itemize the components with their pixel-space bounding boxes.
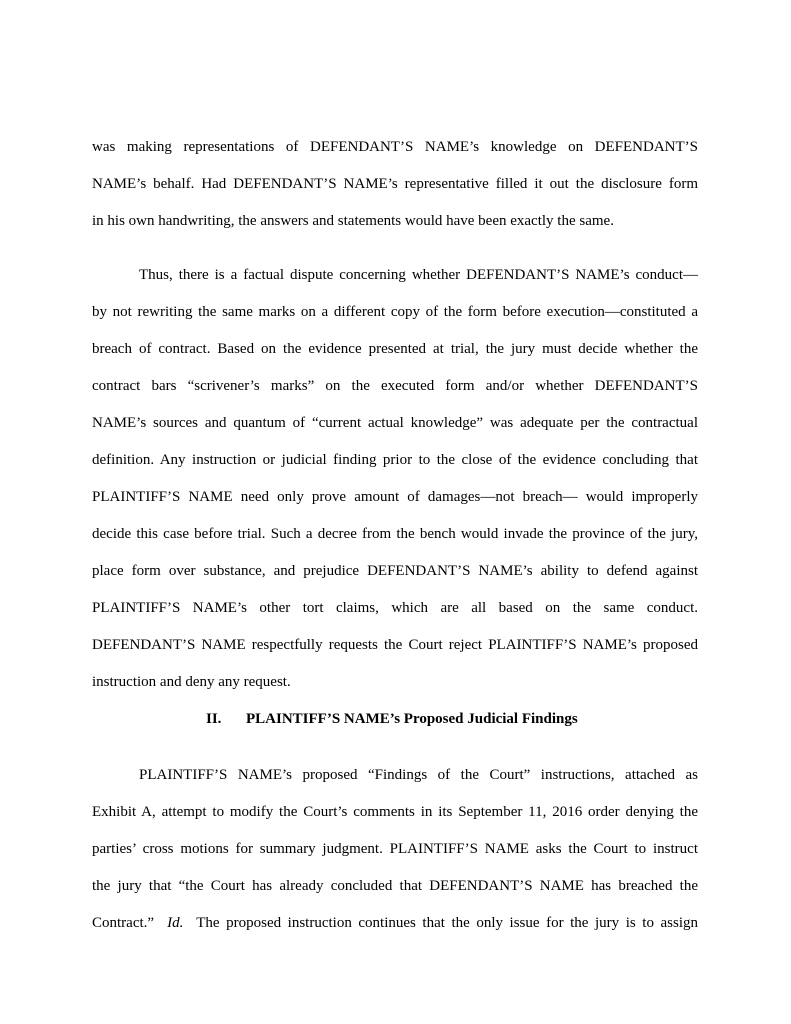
paragraph-3-line-5-before-cite: Contract.” xyxy=(92,915,168,931)
id-citation: Id. xyxy=(167,915,184,931)
paragraph-3-line-3: parties’ cross motions for summary judgment. PLAINTIFF’S NAME asks the Court to instruct xyxy=(92,841,698,857)
section-heading-number: II. xyxy=(206,711,222,727)
paragraph-3-line-1: PLAINTIFF’S NAME’s proposed “Findings of the Court” instructions, attached as xyxy=(139,767,698,783)
paragraph-2-line-3: breach of contract. Based on the evidence presented at trial, the jury must decide whether the xyxy=(92,341,698,357)
paragraph-3-line-5 xyxy=(92,914,698,932)
paragraph-1-line-3: in his own handwriting, the answers and statements would have been exactly the same. xyxy=(92,213,614,229)
paragraph-2-line-11: DEFENDANT’S NAME respectfully requests the Court reject PLAINTIFF’S NAME’s proposed xyxy=(92,637,698,653)
paragraph-3-line-4: the jury that “the Court has already concluded that DEFENDANT’S NAME has breached the xyxy=(92,878,698,894)
paragraph-3-line-5-after-cite: The proposed instruction continues that the only issue for the jury is to assign xyxy=(183,915,699,931)
paragraph-1-line-2: NAME’s behalf. Had DEFENDANT’S NAME’s representative filled it out the disclosure form xyxy=(92,176,698,192)
paragraph-2-line-9: place form over substance, and prejudice DEFENDANT’S NAME’s ability to defend against xyxy=(92,563,698,579)
paragraph-2-line-7: PLAINTIFF’S NAME need only prove amount of damages—not breach— would improperly xyxy=(92,489,698,505)
paragraph-2-line-4: contract bars “scrivener’s marks” on the executed form and/or whether DEFENDANT’S xyxy=(92,378,698,394)
paragraph-2-line-8: decide this case before trial. Such a decree from the bench would invade the province of the jury, xyxy=(92,526,698,542)
paragraph-2-line-5: NAME’s sources and quantum of “current actual knowledge” was adequate per the contractual xyxy=(92,415,698,431)
paragraph-2-line-6: definition. Any instruction or judicial finding prior to the close of the evidence concluding that xyxy=(92,452,698,468)
paragraph-2-line-2: by not rewriting the same marks on a different copy of the form before execution—constituted a xyxy=(92,304,698,320)
section-heading-title: PLAINTIFF’S NAME’s Proposed Judicial Findings xyxy=(246,711,578,727)
paragraph-2-line-12: instruction and deny any request. xyxy=(92,674,291,690)
paragraph-2-line-10: PLAINTIFF’S NAME’s other tort claims, which are all based on the same conduct. xyxy=(92,600,698,616)
paragraph-3-line-2: Exhibit A, attempt to modify the Court’s comments in its September 11, 2016 order denying the xyxy=(92,804,698,820)
paragraph-1-line-1: was making representations of DEFENDANT’S NAME’s knowledge on DEFENDANT’S xyxy=(92,139,698,155)
paragraph-2-line-1: Thus, there is a factual dispute concerning whether DEFENDANT’S NAME’s conduct— xyxy=(139,267,698,283)
